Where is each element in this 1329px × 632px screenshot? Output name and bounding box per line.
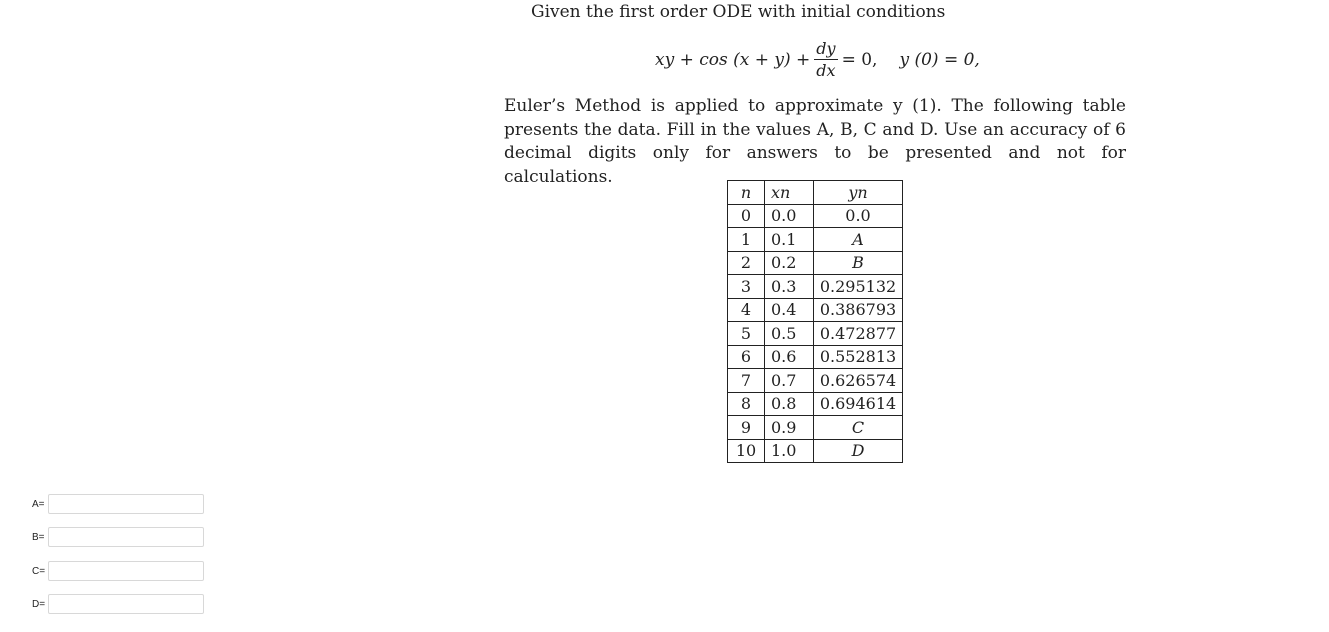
cell-xn: 0.4 — [765, 298, 814, 322]
cell-n: 5 — [728, 322, 765, 346]
cell-n: 8 — [728, 392, 765, 416]
euler-table — [727, 180, 903, 463]
table-row — [728, 228, 903, 252]
cell-xn: 0.1 — [765, 228, 814, 252]
answer-label: C= — [32, 565, 46, 577]
cell-n: 3 — [728, 275, 765, 299]
cell-yn: C — [814, 416, 903, 440]
equation-lhs: xy + cos (x + y) + — [655, 50, 811, 70]
cell-yn: D — [814, 439, 903, 463]
cell-xn: 0.0 — [765, 204, 814, 228]
header-yn: yn — [814, 181, 903, 205]
fraction-denominator: dx — [816, 61, 836, 80]
cell-yn: 0.0 — [814, 204, 903, 228]
derivative-fraction — [814, 41, 837, 79]
cell-n: 1 — [728, 228, 765, 252]
answer-label: A= — [32, 498, 45, 510]
equation-rhs: = 0, — [841, 50, 878, 70]
table-row — [728, 345, 903, 369]
answer-input-a[interactable] — [48, 494, 204, 514]
table-row — [728, 251, 903, 275]
cell-xn: 0.6 — [765, 345, 814, 369]
cell-n: 2 — [728, 251, 765, 275]
cell-n: 0 — [728, 204, 765, 228]
cell-n: 9 — [728, 416, 765, 440]
table-row — [728, 392, 903, 416]
table-row — [728, 298, 903, 322]
cell-xn: 0.3 — [765, 275, 814, 299]
table-row — [728, 322, 903, 346]
cell-xn: 0.7 — [765, 369, 814, 393]
initial-condition: y (0) = 0, — [899, 50, 980, 70]
cell-yn: B — [814, 251, 903, 275]
problem-description: Euler’s Method is applied to approximate y (1). The following table presents the data. Fill in the values A, B, C and D. Use an accuracy of 6 decimal digits only for answers to be presented and not for calculations. — [504, 96, 1126, 187]
answer-input-d[interactable] — [48, 594, 204, 614]
cell-n: 6 — [728, 345, 765, 369]
cell-n: 7 — [728, 369, 765, 393]
cell-yn: 0.472877 — [814, 322, 903, 346]
cell-xn: 0.9 — [765, 416, 814, 440]
table-row — [728, 439, 903, 463]
answer-input-c[interactable] — [48, 561, 204, 581]
answer-label: D= — [32, 598, 46, 610]
ode-equation — [655, 36, 980, 84]
cell-xn: 0.2 — [765, 251, 814, 275]
table-row — [728, 416, 903, 440]
table-row — [728, 275, 903, 299]
cell-xn: 0.8 — [765, 392, 814, 416]
cell-yn: 0.694614 — [814, 392, 903, 416]
table-row — [728, 369, 903, 393]
cell-yn: 0.626574 — [814, 369, 903, 393]
cell-xn: 0.5 — [765, 322, 814, 346]
header-n: n — [728, 181, 765, 205]
problem-intro: Given the first order ODE with initial conditions — [531, 2, 946, 22]
cell-n: 4 — [728, 298, 765, 322]
table-row — [728, 204, 903, 228]
cell-yn: 0.295132 — [814, 275, 903, 299]
cell-xn: 1.0 — [765, 439, 814, 463]
table-header-row — [728, 181, 903, 205]
cell-n: 10 — [728, 439, 765, 463]
cell-yn: 0.386793 — [814, 298, 903, 322]
answer-input-b[interactable] — [48, 527, 204, 547]
answer-label: B= — [32, 531, 45, 543]
fraction-numerator: dy — [816, 39, 836, 58]
cell-yn: A — [814, 228, 903, 252]
cell-yn: 0.552813 — [814, 345, 903, 369]
header-xn: xn — [765, 181, 814, 205]
